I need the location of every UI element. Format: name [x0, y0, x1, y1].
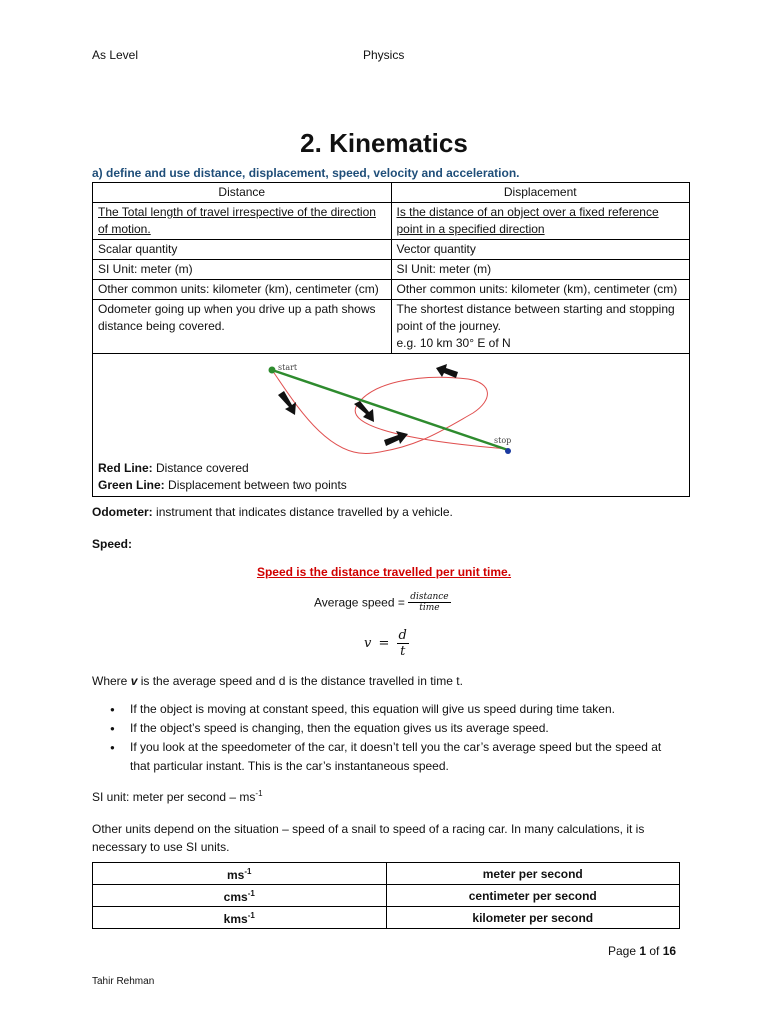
- speed-notes-list: [104, 700, 664, 776]
- unit-name: meter per second: [386, 863, 680, 885]
- header-distance: Distance: [93, 183, 392, 203]
- unit-symbol: cms$^{-1}$: [93, 885, 387, 907]
- displacement-quantity: Vector quantity: [391, 240, 690, 260]
- header-displacement: Displacement: [391, 183, 690, 203]
- list-item: ● If the object is moving at constant speed, this equation will give us speed during time taken.: [104, 700, 664, 719]
- distance-displacement-table: [92, 182, 690, 497]
- start-point: [269, 367, 276, 374]
- objective-text: define and use distance, displacement, speed, velocity and acceleration.: [106, 166, 520, 180]
- table-row: [93, 885, 680, 907]
- distance-displacement-diagram: [98, 355, 684, 461]
- unit-symbol: kms$^{-1}$: [93, 907, 387, 929]
- diagram-cell: [93, 354, 690, 497]
- objective-letter: a): [92, 166, 103, 180]
- start-label: start: [278, 363, 298, 372]
- distance-other-units: Other common units: kilometer (km), centimeter (cm): [93, 280, 392, 300]
- unit-symbol: $ms^{-1}$: [93, 863, 387, 885]
- distance-quantity: Scalar quantity: [93, 240, 392, 260]
- arrow-icon: [436, 364, 458, 378]
- average-speed-fraction: $\frac{\text{distance}}{\text{time}}$: [410, 592, 449, 613]
- where-line: Where v is the average speed and d is the distance travelled in time t.: [92, 674, 463, 688]
- si-unit-line: SI unit: meter per second – $ms^{-1}$: [92, 789, 263, 804]
- displacement-other-units: Other common units: kilometer (km), centimeter (cm): [391, 280, 690, 300]
- distance-si-unit: SI Unit: meter (m): [93, 260, 392, 280]
- equation-fraction: $\frac{d}{t}$: [398, 628, 407, 659]
- green-line-label: Green Line: Displacement between two points: [98, 478, 347, 492]
- speed-heading: Speed:: [92, 537, 133, 551]
- displacement-vector-example: e.g. 10 km 30° E of N: [396, 336, 511, 350]
- list-item: ● If you look at the speedometer of the car, it doesn’t tell you the car’s average speed but the speed at that particular instant. This is the car’s instantaneous speed.: [104, 738, 664, 776]
- displacement-si-unit: SI Unit: meter (m): [391, 260, 690, 280]
- header-left: As Level: [92, 48, 139, 62]
- diagram-legend: [98, 460, 347, 494]
- displacement-example: The shortest distance between starting and stopping point of the journey.: [396, 302, 675, 333]
- odometer-definition: Odometer: instrument that indicates distance travelled by a vehicle.: [92, 505, 453, 519]
- page-number: Page 1 of 16: [608, 944, 677, 958]
- table-row: [93, 863, 680, 885]
- other-units-paragraph: Other units depend on the situation – speed of a snail to speed of a racing car. In many calculations, it is necessary to use SI units.: [92, 822, 645, 854]
- unit-name: centimeter per second: [386, 885, 680, 907]
- distance-example: Odometer going up when you drive up a path shows distance being covered.: [93, 300, 392, 354]
- distance-definition: The Total length of travel irrespective of the direction of motion.: [93, 203, 392, 240]
- speed-equation: v = $\frac{d}{t}$: [364, 628, 407, 659]
- table-row: [93, 907, 680, 929]
- footer-author: Tahir Rehman: [92, 976, 155, 987]
- stop-label: stop: [494, 436, 512, 445]
- displacement-definition: Is the distance of an object over a fixed reference point in a specified direction: [391, 203, 690, 240]
- red-line-label: Red Line: Distance covered: [98, 461, 249, 475]
- stop-point: [505, 448, 511, 454]
- average-speed-formula: [314, 592, 451, 613]
- speed-definition: Speed is the distance travelled per unit time.: [256, 565, 512, 579]
- list-item: ● If the object’s speed is changing, then the equation gives us its average speed.: [104, 719, 664, 738]
- average-speed-label: Average speed =: [314, 595, 405, 610]
- objective: [92, 166, 520, 180]
- speed-definition-wrap: [0, 565, 768, 579]
- header-center: Physics: [363, 48, 405, 62]
- page-title: 2. Kinematics: [300, 128, 468, 158]
- arrow-icon: [278, 391, 296, 415]
- displacement-example-cell: [391, 300, 690, 354]
- units-table: [92, 862, 680, 929]
- unit-name: kilometer per second: [386, 907, 680, 929]
